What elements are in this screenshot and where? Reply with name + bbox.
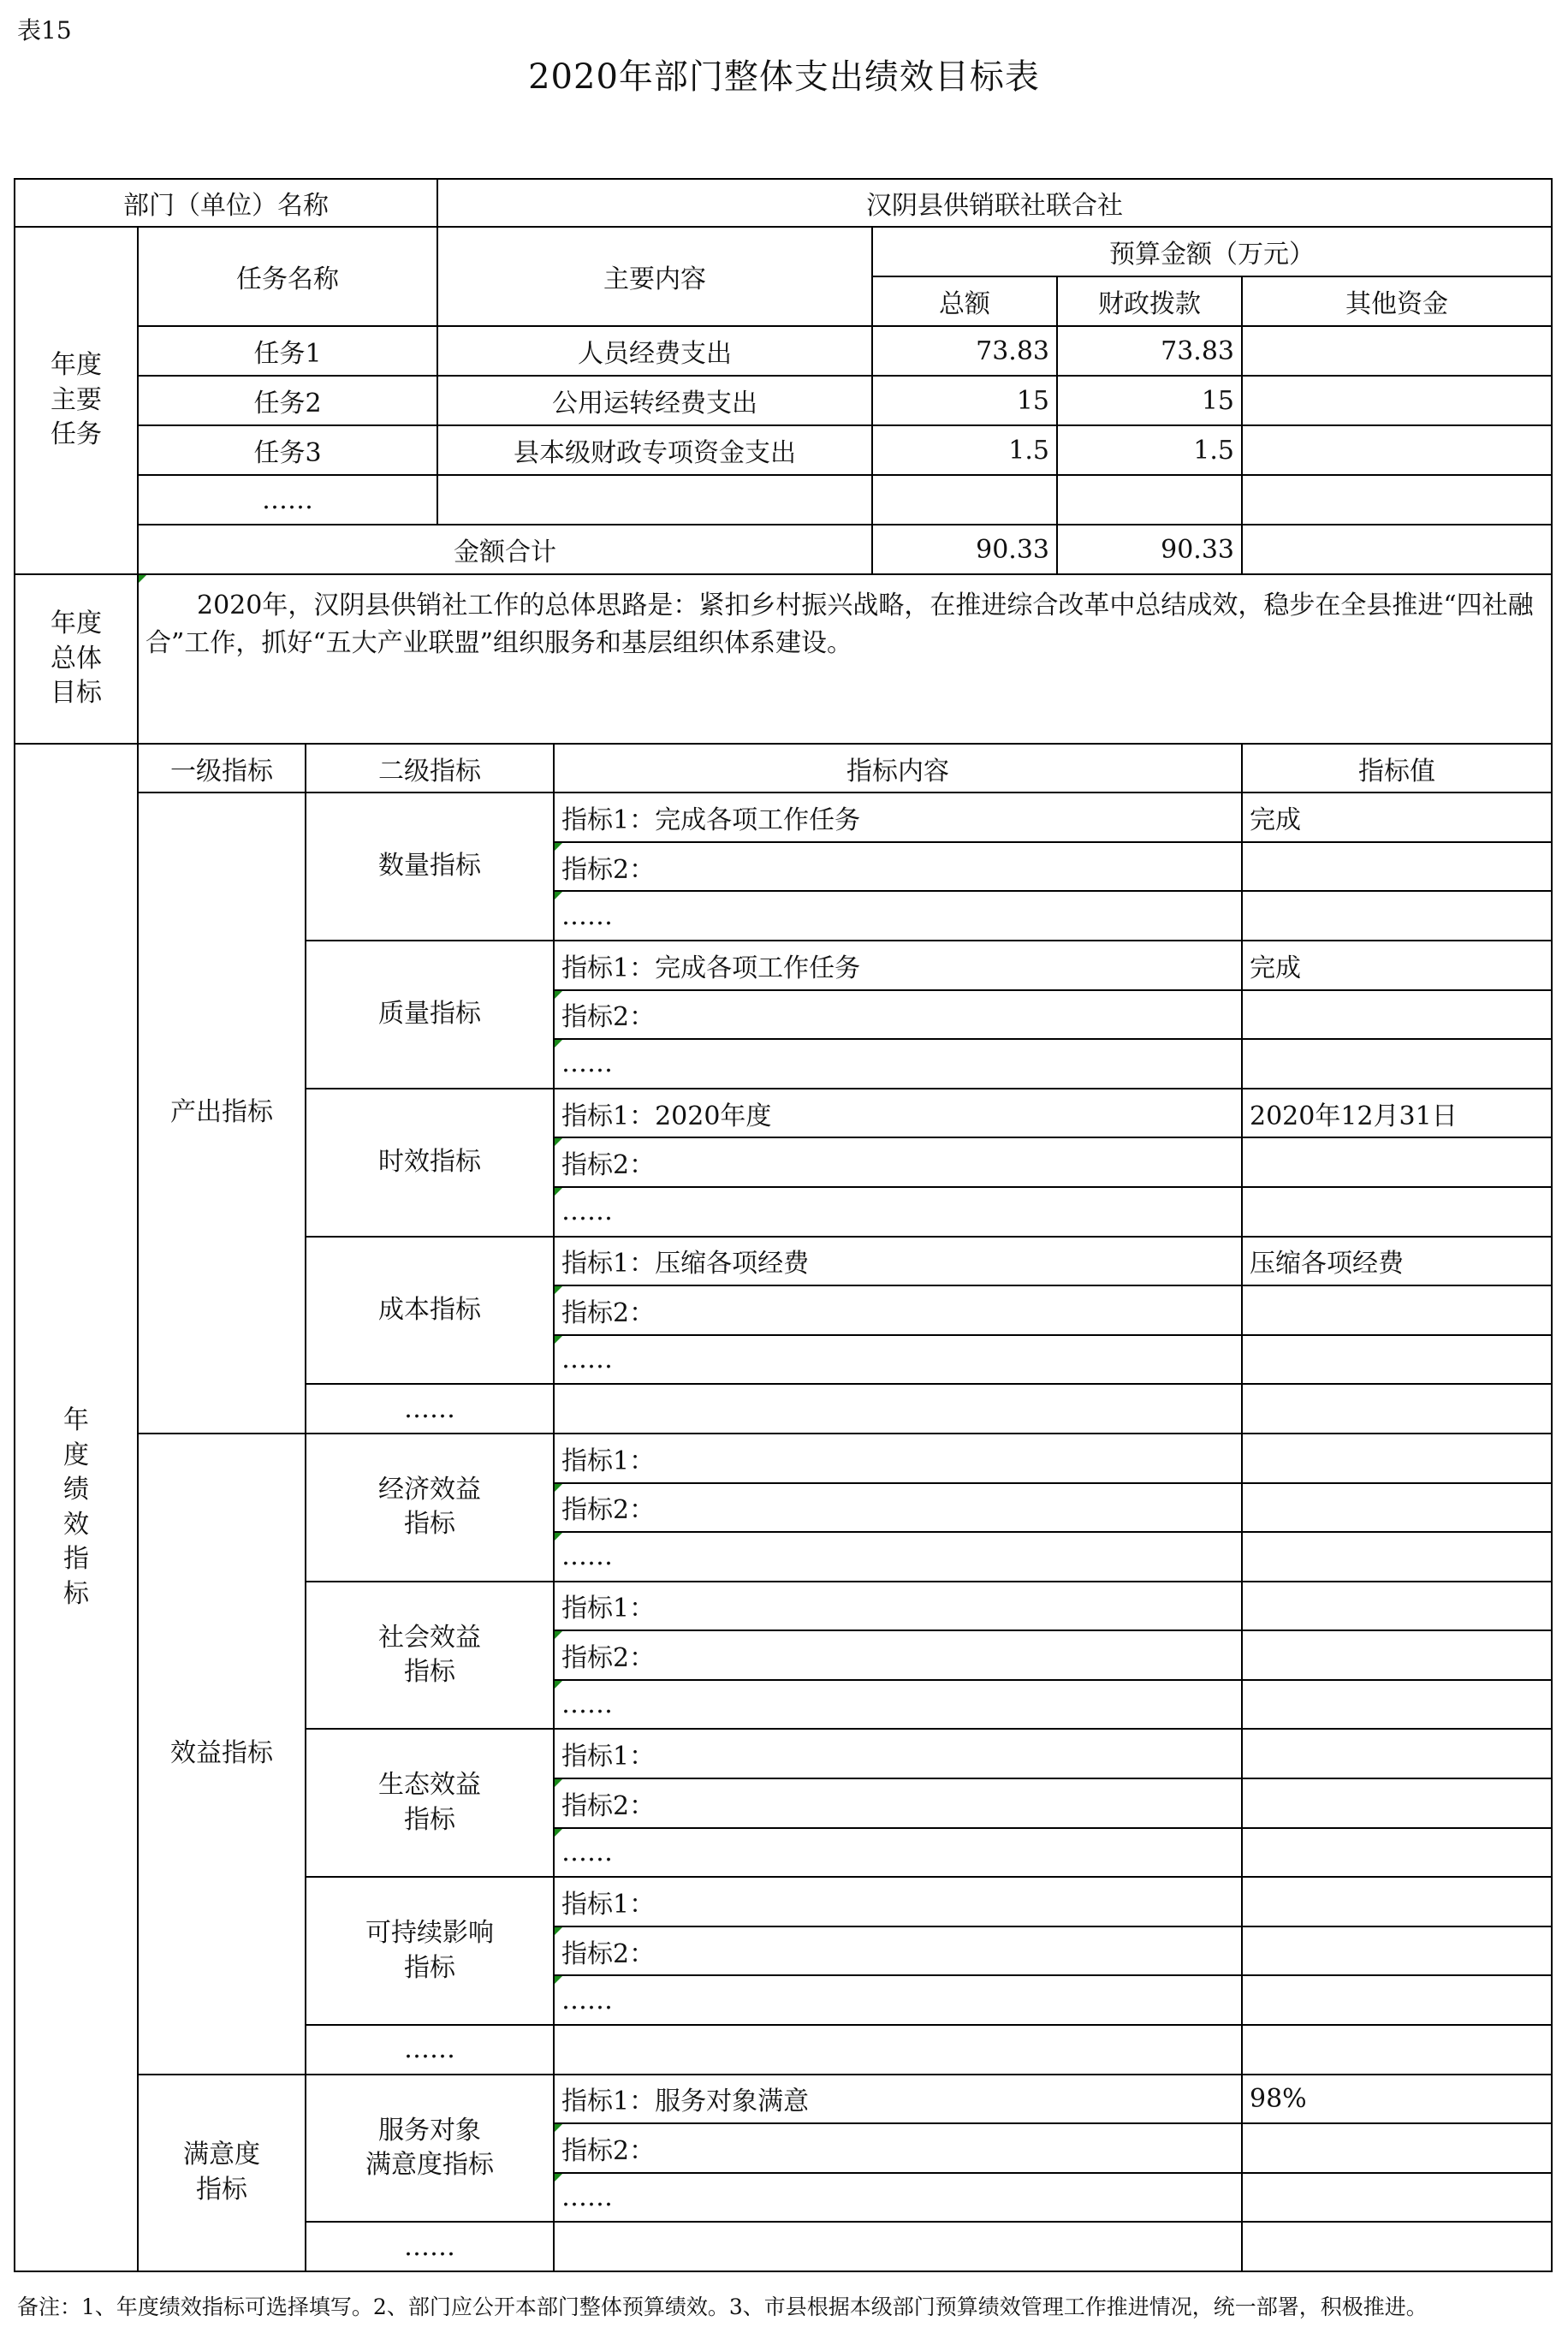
col-budget-amount: 预算金额（万元） <box>872 227 1552 276</box>
table-row <box>15 227 1552 276</box>
table-number: 表15 <box>17 16 72 45</box>
indicator-content: …… <box>554 1187 1242 1237</box>
indicator-value: 压缩各项经费 <box>1242 1237 1552 1286</box>
table-row <box>15 525 1552 574</box>
indicator-value <box>1242 2173 1552 2223</box>
indicator-value: 2020年12月31日 <box>1242 1089 1552 1138</box>
indicator-content: 指标1：压缩各项经费 <box>554 1237 1242 1286</box>
task-name: 任务3 <box>138 425 437 475</box>
indicator-content: …… <box>554 1039 1242 1089</box>
col-total: 总额 <box>872 276 1057 326</box>
table-row <box>15 425 1552 475</box>
level2-indicator: 经济效益 指标 <box>306 1434 554 1582</box>
indicator-value <box>1242 1137 1552 1187</box>
indicator-content: …… <box>554 1335 1242 1385</box>
indicator-content: 指标2： <box>554 1778 1242 1828</box>
table-row <box>15 475 1552 525</box>
level2-indicator: 成本指标 <box>306 1237 554 1385</box>
indicator-value <box>1242 1434 1552 1483</box>
task-finance: 15 <box>1057 376 1242 425</box>
task-finance: 1.5 <box>1057 425 1242 475</box>
indicator-content: 指标2： <box>554 842 1242 892</box>
task-finance <box>1057 475 1242 525</box>
output-indicator-label: 产出指标 <box>138 793 306 1434</box>
indicator-content: 指标1：完成各项工作任务 <box>554 793 1242 842</box>
col-indicator-content: 指标内容 <box>554 744 1242 793</box>
indicator-value <box>1242 1187 1552 1237</box>
task-total: 15 <box>872 376 1057 425</box>
indicator-content: …… <box>554 1975 1242 2025</box>
table-row <box>15 326 1552 376</box>
indicator-value: 完成 <box>1242 941 1552 990</box>
level2-indicator: 时效指标 <box>306 1089 554 1237</box>
indicator-value <box>1242 990 1552 1040</box>
indicator-content: 指标2： <box>554 990 1242 1040</box>
level2-indicator: 社会效益 指标 <box>306 1582 554 1730</box>
level2-indicator: 数量指标 <box>306 793 554 941</box>
task-name: 任务1 <box>138 326 437 376</box>
satisfaction-indicator-label: 满意度 指标 <box>138 2075 306 2271</box>
indicator-content: …… <box>554 891 1242 941</box>
indicator-value: 完成 <box>1242 793 1552 842</box>
indicator-content: 指标1： <box>554 1434 1242 1483</box>
indicator-content: 指标1：服务对象满意 <box>554 2075 1242 2124</box>
indicator-value <box>1242 1384 1552 1434</box>
indicator-value <box>1242 1630 1552 1680</box>
dept-name-value: 汉阴县供销联社联合社 <box>437 179 1552 227</box>
indicator-value <box>1242 1828 1552 1878</box>
indicator-content: …… <box>554 1828 1242 1878</box>
annual-goal-text: 2020年，汉阴县供销社工作的总体思路是：紧扣乡村振兴战略，在推进综合改革中总结成效，稳步在全县推进“四社融合”工作，抓好“五大产业联盟”组织服务和基层组织体系建设。 <box>138 574 1552 744</box>
task-content: 人员经费支出 <box>437 326 872 376</box>
table-row <box>15 2075 1552 2124</box>
indicator-value <box>1242 1680 1552 1730</box>
indicator-value <box>1242 842 1552 892</box>
indicator-content: …… <box>554 1680 1242 1730</box>
dept-name-label: 部门（单位）名称 <box>15 179 437 227</box>
level2-ellipsis: …… <box>306 2025 554 2075</box>
indicator-content: 指标1： <box>554 1582 1242 1631</box>
task-total: 1.5 <box>872 425 1057 475</box>
col-level1: 一级指标 <box>138 744 306 793</box>
task-content: 公用运转经费支出 <box>437 376 872 425</box>
indicator-value <box>1242 1335 1552 1385</box>
indicator-content: 指标2： <box>554 1630 1242 1680</box>
indicator-value <box>1242 1926 1552 1976</box>
indicator-value <box>1242 2025 1552 2075</box>
indicator-content <box>554 2025 1242 2075</box>
indicator-content: 指标1：完成各项工作任务 <box>554 941 1242 990</box>
task-total <box>872 475 1057 525</box>
col-main-content: 主要内容 <box>437 227 872 326</box>
level2-indicator: 生态效益 指标 <box>306 1729 554 1877</box>
table-row <box>15 376 1552 425</box>
level2-indicator: 可持续影响 指标 <box>306 1877 554 2025</box>
sum-finance: 90.33 <box>1057 525 1242 574</box>
indicator-content: 指标2： <box>554 1137 1242 1187</box>
indicator-value: 98% <box>1242 2075 1552 2124</box>
benefit-indicator-label: 效益指标 <box>138 1434 306 2075</box>
indicator-value <box>1242 891 1552 941</box>
indicator-value <box>1242 2123 1552 2173</box>
task-name: 任务2 <box>138 376 437 425</box>
sum-label: 金额合计 <box>138 525 872 574</box>
indicator-value <box>1242 1778 1552 1828</box>
indicator-value <box>1242 1975 1552 2025</box>
table-row <box>15 574 1552 744</box>
indicator-content: 指标2： <box>554 1926 1242 1976</box>
col-level2: 二级指标 <box>306 744 554 793</box>
level2-ellipsis: …… <box>306 1384 554 1434</box>
indicator-content: 指标1：2020年度 <box>554 1089 1242 1138</box>
annual-tasks-label: 年度 主要 任务 <box>15 227 138 574</box>
indicator-content: …… <box>554 1532 1242 1582</box>
sum-other <box>1242 525 1552 574</box>
indicator-value <box>1242 1877 1552 1926</box>
indicator-value <box>1242 1483 1552 1533</box>
task-other <box>1242 326 1552 376</box>
page-title: 2020年部门整体支出绩效目标表 <box>528 57 1040 97</box>
indicator-content: 指标2： <box>554 2123 1242 2173</box>
sum-total: 90.33 <box>872 525 1057 574</box>
indicator-value <box>1242 1582 1552 1631</box>
indicator-value <box>1242 2222 1552 2271</box>
task-other <box>1242 376 1552 425</box>
table-row <box>15 179 1552 227</box>
indicator-value <box>1242 1532 1552 1582</box>
indicator-content: …… <box>554 2173 1242 2223</box>
level2-indicator: 服务对象 满意度指标 <box>306 2075 554 2223</box>
indicator-content: 指标2： <box>554 1285 1242 1335</box>
indicator-content: 指标1： <box>554 1877 1242 1926</box>
task-finance: 73.83 <box>1057 326 1242 376</box>
indicator-content <box>554 1384 1242 1434</box>
task-name: …… <box>138 475 437 525</box>
indicator-value <box>1242 1039 1552 1089</box>
indicator-content <box>554 2222 1242 2271</box>
task-content <box>437 475 872 525</box>
annual-goal-label: 年度 总体 目标 <box>15 574 138 744</box>
col-finance: 财政拨款 <box>1057 276 1242 326</box>
table-row <box>15 744 1552 793</box>
indicator-content: 指标2： <box>554 1483 1242 1533</box>
col-task-name: 任务名称 <box>138 227 437 326</box>
indicator-content: 指标1： <box>554 1729 1242 1778</box>
level2-ellipsis: …… <box>306 2222 554 2271</box>
task-total: 73.83 <box>872 326 1057 376</box>
col-indicator-value: 指标值 <box>1242 744 1552 793</box>
performance-indicators-label: 年 度 绩 效 指 标 <box>15 744 138 2271</box>
footer-note: 备注：1、年度绩效指标可选择填写。2、部门应公开本部门整体预算绩效。3、市县根据本级部门预算绩效管理工作推进情况，统一部署，积极推进。 <box>17 2294 1428 2319</box>
table-row <box>15 1434 1552 1483</box>
indicator-value <box>1242 1285 1552 1335</box>
indicator-value <box>1242 1729 1552 1778</box>
performance-table <box>14 178 1553 2272</box>
task-other <box>1242 475 1552 525</box>
task-content: 县本级财政专项资金支出 <box>437 425 872 475</box>
table-row <box>15 793 1552 842</box>
task-other <box>1242 425 1552 475</box>
level2-indicator: 质量指标 <box>306 941 554 1089</box>
col-other-funds: 其他资金 <box>1242 276 1552 326</box>
